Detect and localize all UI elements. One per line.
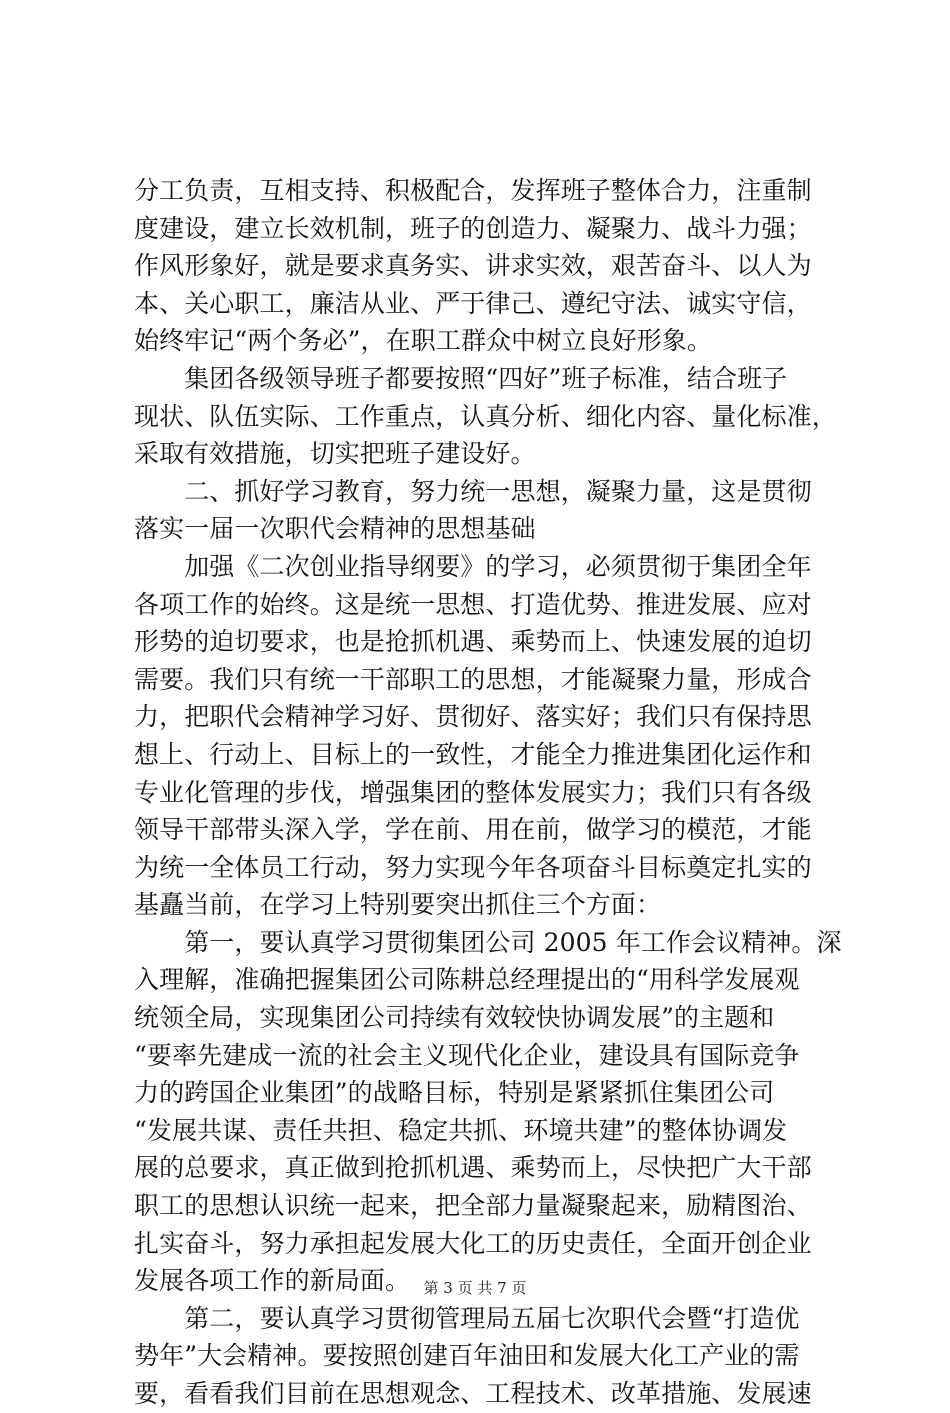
- text-line: 力的跨国企业集团”的战略目标，特别是紧紧抓住集团公司: [134, 1078, 775, 1108]
- text-line: 专业化管理的步伐，增强集团的整体发展实力；我们只有各级: [134, 777, 812, 807]
- text-line: 力，把职代会精神学习好、贯彻好、落实好；我们只有保持思: [134, 702, 812, 732]
- text-line: 发展各项工作的新局面。: [134, 1266, 411, 1296]
- page-footer: [0, 1278, 950, 1298]
- section-heading-line: 落实一届一次职代会精神的思想基础: [134, 514, 536, 544]
- text-line: “发展共谋、责任共担、稳定共抓、环境共建”的整体协调发: [134, 1115, 788, 1145]
- text-line: 度建设，建立长效机制，班子的创造力、凝聚力、战斗力强；: [134, 213, 812, 243]
- section-heading-line: 二、抓好学习教育，努力统一思想，凝聚力量，这是贯彻: [134, 476, 812, 506]
- text-line: 职工的思想认识统一起来，把全部力量凝聚起来，励精图治、: [134, 1191, 812, 1221]
- text-line: 分工负责，互相支持、积极配合，发挥班子整体合力，注重制: [134, 176, 812, 205]
- text-line: 基矗当前，在学习上特别要突出抓住三个方面：: [134, 890, 662, 920]
- paragraph-first-line: 加强《二次创业指导纲要》的学习，必须贯彻于集团全年: [134, 551, 812, 581]
- text-line: 展的总要求，真正做到抢抓机遇、乘势而上，尽快把广大干部: [134, 1153, 812, 1183]
- text-line: 为统一全体员工行动，努力实现今年各项奋斗目标奠定扎实的: [134, 852, 812, 882]
- text-line: 采取有效措施，切实把班子建设好。: [134, 439, 536, 469]
- text-line: “要率先建成一流的社会主义现代化企业，建设具有国际竞争: [134, 1040, 800, 1070]
- paragraph-first-line: 第二，要认真学习贯彻管理局五届七次职代会暨“打造优: [134, 1303, 800, 1333]
- text-line: 领导干部带头深入学，学在前、用在前，做学习的模范，才能: [134, 815, 812, 845]
- text-line: 作风形象好，就是要求真务实、讲求实效，艰苦奋斗、以人为: [134, 251, 812, 281]
- text-line: 形势的迫切要求，也是抢抓机遇、乘势而上、快速发展的迫切: [134, 627, 812, 657]
- text-line: 本、关心职工，廉洁从业、严于律己、遵纪守法、诚实守信，: [134, 288, 812, 318]
- paragraph-first-line: 集团各级领导班子都要按照“四好”班子标准，结合班子: [134, 363, 788, 393]
- text-line: 要，看看我们目前在思想观念、工程技术、改革措施、发展速: [134, 1379, 812, 1408]
- paragraph-first-line: 第一，要认真学习贯彻集团公司 2005 年工作会议精神。深: [134, 927, 842, 957]
- document-body: [134, 172, 842, 1413]
- text-line: 扎实奋斗，努力承担起发展大化工的历史责任，全面开创企业: [134, 1228, 812, 1258]
- text-line: 需要。我们只有统一干部职工的思想，才能凝聚力量，形成合: [134, 664, 812, 694]
- text-line: 入理解，准确把握集团公司陈耕总经理提出的“用科学发展观: [134, 965, 800, 995]
- text-line: 势年”大会精神。要按照创建百年油田和发展大化工产业的需: [134, 1341, 800, 1371]
- text-line: 想上、行动上、目标上的一致性，才能全力推进集团化运作和: [134, 739, 812, 769]
- text-line: 始终牢记“两个务必”，在职工群众中树立良好形象。: [134, 326, 712, 356]
- text-line: 统领全局，实现集团公司持续有效较快协调发展”的主题和: [134, 1003, 775, 1033]
- page-number: 第 3 页 共 7 页: [423, 1279, 527, 1297]
- text-line: 现状、队伍实际、工作重点，认真分析、细化内容、量化标准，: [134, 401, 837, 431]
- text-line: 各项工作的始终。这是统一思想、打造优势、推进发展、应对: [134, 589, 812, 619]
